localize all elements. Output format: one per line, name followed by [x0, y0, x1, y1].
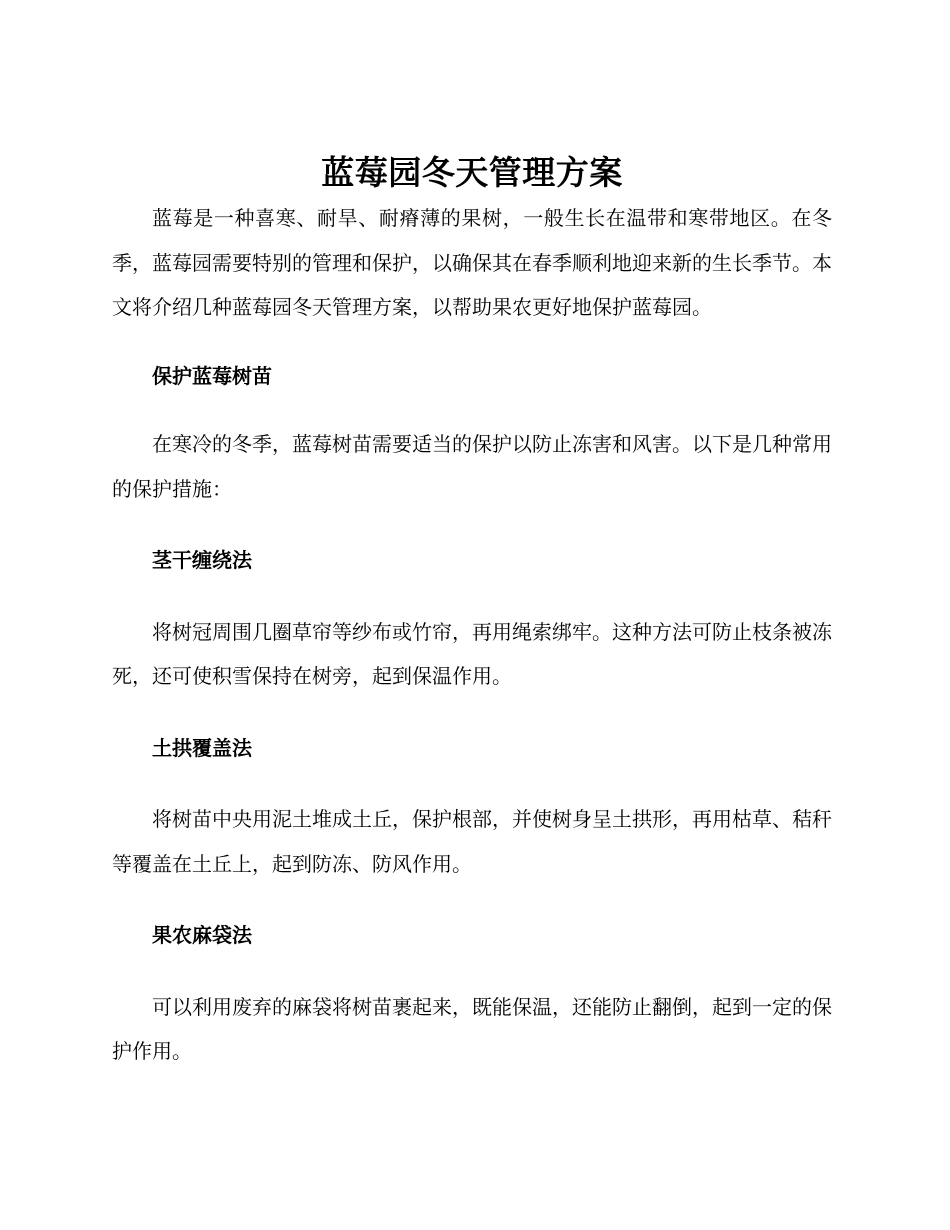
spacer	[112, 511, 832, 538]
spacer	[112, 699, 832, 726]
spacer	[112, 330, 832, 354]
spacer	[112, 886, 832, 913]
section-body-burlap-sack: 可以利用废弃的麻袋将树苗裹起来，既能保温，还能防止翻倒，起到一定的保护作用。	[112, 994, 832, 1063]
section-heading-soil-arch: 土拱覆盖法	[152, 735, 252, 760]
section-body-protect-seedlings: 在寒冷的冬季，蓝莓树苗需要适当的保护以防止冻害和风害。以下是几种常用的保护措施：	[112, 432, 832, 501]
document-title: 蓝莓园冬天管理方案	[321, 153, 623, 192]
intro-paragraph: 蓝莓是一种喜寒、耐旱、耐瘠薄的果树，一般生长在温带和寒带地区。在冬季，蓝莓园需要特别的管理和保护，以确保其在春季顺利地迎来新的生长季节。本文将介绍几种蓝莓园冬天管理方案，以帮助果农更好地保护蓝莓园。	[112, 206, 832, 319]
section-body-soil-arch: 将树苗中央用泥土堆成土丘，保护根部，并使树身呈土拱形，再用枯草、秸秆等覆盖在土丘上，起到防冻、防风作用。	[112, 807, 832, 876]
spacer	[112, 398, 832, 422]
section-heading-protect-seedlings: 保护蓝莓树苗	[152, 363, 272, 388]
document-page	[112, 150, 832, 1074]
section-heading-burlap-sack: 果农麻袋法	[152, 923, 252, 947]
spacer	[112, 958, 832, 985]
section-heading-stem-wrapping: 茎干缠绕法	[152, 548, 252, 572]
spacer	[112, 770, 832, 797]
section-body-stem-wrapping: 将树冠周围几圈草帘等纱布或竹帘，再用绳索绑牢。这种方法可防止枝条被冻死，还可使积雪保持在树旁，起到保温作用。	[112, 619, 832, 688]
spacer	[112, 583, 832, 610]
